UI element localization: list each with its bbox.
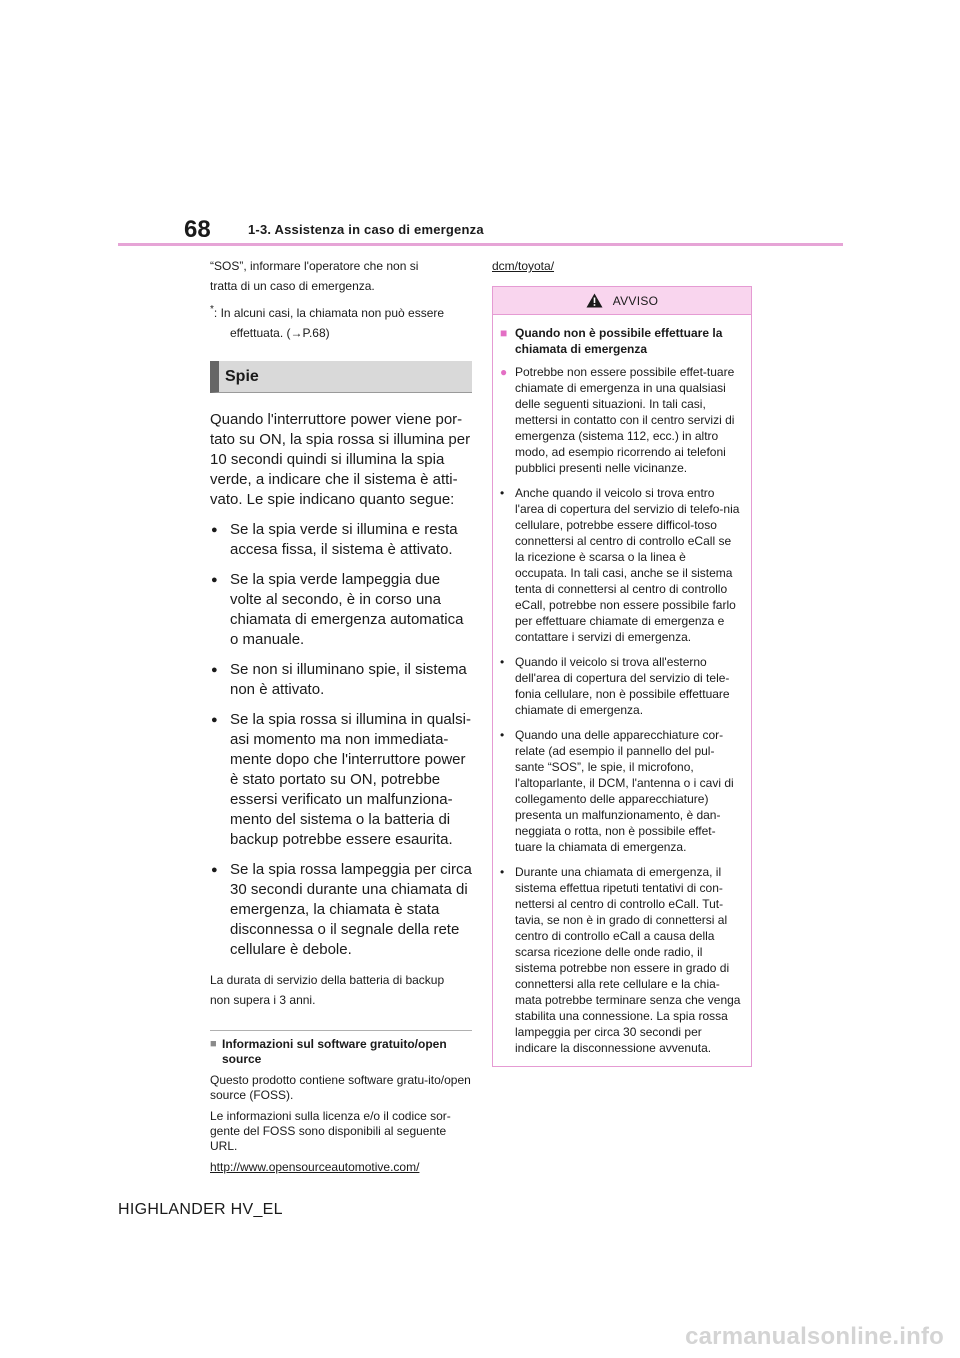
dot-bullet-icon: • [500,865,505,879]
warning-item-text: Quando una delle apparecchiature cor-relate (ad esempio il pannello del pul-sante “SOS”, le spie, il microfono, l'altoparlante, il DCM, l'antenna o i cavi di collegamento delle apparecchiature) presenta un malfunzionamento, è dan-neggiata o rotta, non è possibile effet-tuare la chiamata di emergenza. [515,728,734,854]
list-item [210,860,472,960]
dot-bullet-icon: • [500,486,505,500]
warning-item-text: Anche quando il veicolo si trova entro l'area di copertura del servizio di telefo-nia cellulare, potrebbe essere difficol-toso connettersi al centro di controllo eCall se la ricezione è scarsa o la linea è occupata. In tali casi, anche se il sistema tenta di connettersi al centro di controllo eCall, potrebbe non essere possibile farlo per effettuare chiamate di emergenza e contattare i servizi di emergenza. [515,486,740,644]
intro-line-1: “SOS”, informare l'operatore che non si [210,259,419,273]
intro-line-2: tratta di un caso di emergenza. [210,279,375,293]
list-item [210,660,472,700]
bullet-text: Se la spia rossa lampeggia per circa 30 secondi durante una chiamata di emergenza, la chiamata è stata disconnessa o il segnale della rete cellulare è debole. [230,861,472,958]
battery-note [210,970,472,1010]
bullet-icon: ● [211,864,218,876]
warning-header [493,287,751,315]
bullet-icon: ● [211,524,218,536]
dot-bullet-icon: • [500,655,505,669]
footer-model-name: HIGHLANDER HV_EL [118,1201,283,1218]
foss-heading-text: Informazioni sul software gratuito/open source [222,1037,447,1066]
list-item [210,570,472,650]
battery-note-line-2: non supera i 3 anni. [210,993,316,1007]
foss-url-continuation[interactable]: dcm/toyota/ [492,259,555,273]
right-column [492,256,754,1067]
warning-circle-text: Potrebbe non essere possibile effet-tuare chiamate di emergenza in una qualsiasi delle seguenti situazioni. In tali casi, mettersi in contatto con il centro servizi di emergenza (sistema 112, ecc.) in altro modo, ad esempio ricorrendo ai telefoni pubblici presenti nelle vicinanze. [515,365,735,475]
foss-paragraph-2: Le informazioni sulla licenza e/o il codice sor-gente del FOSS sono disponibili al seguente URL. [210,1109,451,1153]
warning-item-text: Quando il veicolo si trova all'esterno dell'area di copertura del servizio di tele-fonia cellulare, non è possibile effettuare chiamate di emergenza. [515,655,730,717]
footnote-marker: * [210,304,214,315]
left-column [210,256,472,1175]
bullet-text: Se la spia rossa si illumina in qualsi-asi momento ma non immediata-mente dopo che l'interruttore power è stato portato su ON, potrebbe essersi verificato un malfunziona-mento del sistema o la batteria di backup potrebbe essere esaurita. [230,711,471,848]
warning-box [492,286,752,1067]
header-divider [118,243,843,246]
foss-paragraph-1: Questo prodotto contiene software gratu-ito/open source (FOSS). [210,1073,471,1102]
list-item [500,654,741,718]
bullet-icon: ● [211,574,218,586]
spie-paragraph: Quando l'interruttore power viene por-tato su ON, la spia rossa si illumina per 10 secondi quindi si illumina la spia verde, a indicare che il sistema è atti-vato. Le spie indicano quanto segue: [210,411,471,508]
square-bullet-icon: ■ [210,1038,217,1050]
warning-title: AVVISO [612,293,659,308]
warning-body [493,315,751,1066]
bullet-text: Se la spia verde lampeggia due volte al secondo, è in corso una chiamata di emergenza automatica o manuale. [230,571,464,648]
bullet-text: Se la spia verde si illumina e resta accesa fissa, il sistema è attivato. [230,521,458,558]
bullet-icon: ● [211,714,218,726]
list-item [500,727,741,855]
section-title: 1-3. Assistenza in caso di emergenza [248,222,484,237]
footnote [210,300,472,343]
section-heading-spie: Spie [210,361,472,393]
warning-item-text: Durante una chiamata di emergenza, il sistema effettua ripetuti tentativi di con-nettersi al centro di controllo eCall. Tut-tavia, se non è in grado di connettersi al centro di controllo eCall a causa della scarsa ricezione delle onde radio, il sistema potrebbe non essere in grado di connettersi alla rete cellulare e la chia-mata potrebbe terminare senza che venga stabilita una connessione. La spia rossa lampeggia per circa 30 secondi per indicare la disconnessione avvenuta. [515,865,741,1055]
foss-heading [210,1037,472,1067]
page-number: 68 [184,216,211,243]
foss-url-link[interactable]: http://www.opensourceautomotive.com/ [210,1160,420,1174]
warning-subheading-text: Quando non è possibile effettuare la chiamata di emergenza [515,326,723,356]
dot-bullet-icon: • [500,728,505,742]
bullet-text: Se non si illuminano spie, il sistema non è attivato. [230,661,467,698]
warning-circle-item [500,364,741,476]
list-item [210,520,472,560]
warning-subheading [500,325,741,357]
bullet-icon: ● [211,664,218,676]
list-item [500,864,741,1056]
square-bullet-icon: ■ [500,326,508,340]
watermark: carmanualsonline.info [685,1323,944,1350]
circle-bullet-icon: ● [500,365,508,379]
battery-note-line-1: La durata di servizio della batteria di backup [210,973,445,987]
section-divider [210,1030,472,1031]
footnote-line-2[interactable]: effettuata. (→P.68) [230,326,330,340]
list-item [500,485,741,645]
list-item [210,710,472,850]
footnote-line-1: : In alcuni casi, la chiamata non può essere [213,306,445,320]
warning-triangle-icon [586,293,603,308]
